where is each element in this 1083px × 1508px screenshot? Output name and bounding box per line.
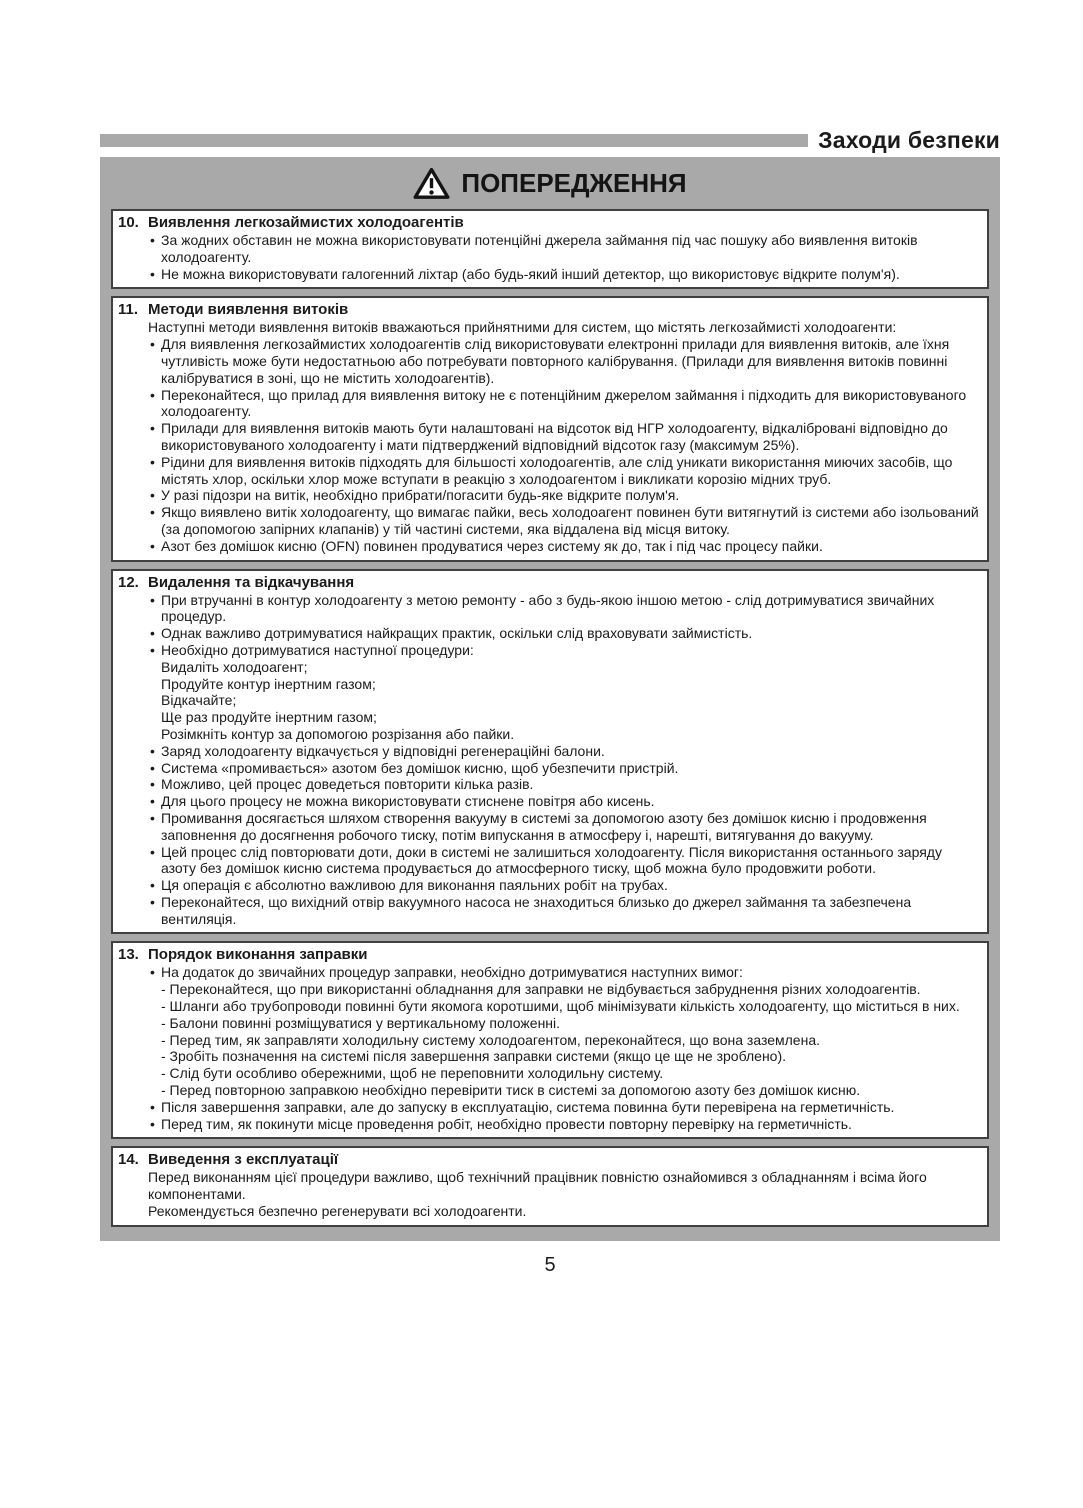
section-box bbox=[111, 296, 989, 561]
section-box bbox=[111, 941, 989, 1139]
section-number: 10. bbox=[118, 214, 139, 231]
section-heading bbox=[118, 946, 979, 964]
paragraph-bullet: • На додаток до звичайних процедур заправки, необхідно дотримуватися наступних вимог: bbox=[148, 964, 979, 981]
paragraph-dash: - Балони повинні розміщуватися у вертикальному положенні. bbox=[161, 1014, 561, 1031]
paragraph-bullet: • Не можна використовувати галогенний ліхтар (або будь-який інший детектор, що використовує відкрите полум'я). bbox=[148, 266, 979, 283]
section-body bbox=[148, 1169, 979, 1219]
paragraph-bullet: • За жодних обставин не можна використовувати потенційні джерела займання під час пошуку або виявлення витоків холодоагенту. bbox=[148, 232, 979, 266]
paragraph-bullet: • Переконайтеся, що вихідний отвір вакуумного насоса не знаходиться близько до джерел займання та забезпечена вентиляція. bbox=[148, 894, 979, 928]
paragraph-text: Наступні методи виявлення витоків вважаються прийнятними для систем, що містять легкозаймисті холодоагенти: bbox=[148, 319, 897, 336]
section-body bbox=[148, 592, 979, 928]
paragraph-bullet: • Рідини для виявлення витоків підходять для більшості холодоагентів, але слід уникати використання миючих засобів, що містять хлор, оскільки хлор може вступати в реакцію з холодоагентом і викликати корозію мідних труб. bbox=[148, 454, 979, 488]
section-heading bbox=[118, 574, 979, 592]
page-header bbox=[100, 128, 1000, 152]
section-title: Методи виявлення витоків bbox=[148, 301, 349, 319]
paragraph-dash: - Слід бути особливо обережними, щоб не переповнити холодильну систему. bbox=[161, 1065, 664, 1082]
paragraph-bullet: • Однак важливо дотримуватися найкращих практик, оскільки слід враховувати займистість. bbox=[148, 625, 979, 642]
section-title: Виведення з експлуатації bbox=[148, 1151, 339, 1169]
section-body bbox=[148, 964, 979, 1132]
paragraph-bullet: • Система «промивається» азотом без домішок кисню, щоб убезпечити пристрій. bbox=[148, 760, 979, 777]
section-box bbox=[111, 209, 989, 289]
sections-list bbox=[100, 209, 1000, 1227]
section-box bbox=[111, 1146, 989, 1226]
section-number: 14. bbox=[118, 1151, 139, 1169]
section-heading bbox=[118, 1151, 979, 1169]
paragraph-text: Перед виконанням цієї процедури важливо, щоб технічний працівник повністю ознайомився з обладнанням і всіма його компонентами. bbox=[148, 1169, 927, 1203]
paragraph-bullet: • Промивання досягається шляхом створення вакууму в системі за допомогою азоту без домішок кисню і продовження заповнення до досягнення робочого тиску, потім випускання в атмосферу і, нарешті, витягування до вакууму. bbox=[148, 810, 979, 844]
section-number: 13. bbox=[118, 946, 139, 964]
paragraph-dash: - Переконайтеся, що при використанні обладнання для заправки не відбувається забруднення різних холодоагентів. bbox=[161, 981, 921, 998]
paragraph-bullet: • Для цього процесу не можна використовувати стиснене повітря або кисень. bbox=[148, 793, 979, 810]
warning-panel bbox=[100, 157, 1000, 1241]
paragraph-step: Продуйте контур інертним газом; bbox=[161, 675, 376, 692]
section-heading bbox=[118, 214, 979, 232]
section-title: Виявлення легкозаймистих холодоагентів bbox=[148, 214, 464, 231]
page-number: 5 bbox=[544, 1253, 556, 1276]
section-body bbox=[148, 319, 979, 554]
paragraph-bullet: • Азот без домішок кисню (OFN) повинен продуватися через систему як до, так і під час процесу пайки. bbox=[148, 538, 979, 555]
warning-triangle-icon bbox=[413, 167, 450, 200]
paragraph-bullet: • Заряд холодоагенту відкачується у відповідні регенераційні балони. bbox=[148, 743, 979, 760]
paragraph-bullet: • При втручанні в контур холодоагенту з метою ремонту - або з будь-якою іншою метою - слід дотримуватися звичайних процедур. bbox=[148, 592, 979, 626]
section-title: Видалення та відкачування bbox=[148, 573, 355, 591]
paragraph-bullet: • Після завершення заправки, але до запуску в експлуатацію, система повинна бути перевірена на герметичність. bbox=[148, 1099, 979, 1116]
paragraph-bullet: • Можливо, цей процес доведеться повторити кілька разів. bbox=[148, 776, 979, 793]
paragraph-step: Розімкніть контур за допомогою розрізання або пайки. bbox=[161, 725, 515, 742]
paragraph-dash: - Шланги або трубопроводи повинні бути якомога коротшими, щоб мінімізувати кількість холодоагенту, що міститься в них. bbox=[161, 998, 960, 1015]
section-box bbox=[111, 569, 989, 935]
section-number: 11. bbox=[118, 301, 139, 319]
page-title: Заходи безпеки bbox=[818, 126, 1000, 153]
paragraph-text: Рекомендується безпечно регенерувати всі холодоагенти. bbox=[148, 1203, 527, 1220]
warning-banner-label: ПОПЕРЕДЖЕННЯ bbox=[461, 167, 687, 198]
paragraph-bullet: • У разі підозри на витік, необхідно прибрати/погасити будь-яке відкрите полум'я. bbox=[148, 487, 979, 504]
paragraph-bullet: • Прилади для виявлення витоків мають бути налаштовані на відсоток від НГР холодоагенту, відкалібровані відповідно до використовуваного холодоагенту і мати підтверджений відповідний відсоток газу (максимум 25%). bbox=[148, 420, 979, 454]
paragraph-bullet: • Переконайтеся, що прилад для виявлення витоку не є потенційним джерелом займання і підходить для використовуваного холодоагенту. bbox=[148, 387, 979, 421]
paragraph-bullet: • Якщо виявлено витік холодоагенту, що вимагає пайки, весь холодоагент повинен бути витягнутий із системи або ізольований (за допомогою запірних клапанів) у тій частині системи, яка віддалена від місця витоку. bbox=[148, 504, 979, 538]
paragraph-bullet: • Необхідно дотримуватися наступної процедури: bbox=[148, 642, 979, 659]
paragraph-bullet: • Для виявлення легкозаймистих холодоагентів слід використовувати електронні прилади для виявлення витоків, але їхня чутливість може бути недостатньою або потребувати повторного калібрування. (Прилади для виявлення витоків повинні калібруватися в зоні, що не містить холодоагентів). bbox=[148, 336, 979, 386]
paragraph-step: Видаліть холодоагент; bbox=[161, 658, 308, 675]
paragraph-dash: - Перед тим, як заправляти холодильну систему холодоагентом, переконайтеся, що вона заземлена. bbox=[161, 1031, 821, 1048]
paragraph-bullet: • Цей процес слід повторювати доти, доки в системі не залишиться холодоагенту. Після використання останнього заряду азоту без домішок кисню система продувається до атмосферного тиску, щоб можна було продовжити роботи. bbox=[148, 844, 979, 878]
page-content bbox=[100, 0, 1000, 1277]
paragraph-bullet: • Перед тим, як покинути місце проведення робіт, необхідно провести повторну перевірку на герметичність. bbox=[148, 1116, 979, 1133]
paragraph-dash: - Перед повторною заправкою необхідно перевірити тиск в системі за допомогою азоту без домішок кисню. bbox=[161, 1082, 861, 1099]
paragraph-step: Відкачайте; bbox=[161, 692, 237, 709]
paragraph-step: Ще раз продуйте інертним газом; bbox=[161, 709, 377, 726]
paragraph-bullet: • Ця операція є абсолютно важливою для виконання паяльних робіт на трубах. bbox=[148, 877, 979, 894]
warning-banner bbox=[100, 157, 1000, 209]
paragraph-dash: - Зробіть позначення на системі після завершення заправки системи (якщо це ще не зроблено). bbox=[161, 1048, 787, 1065]
section-heading bbox=[118, 301, 979, 319]
header-accent-bar bbox=[100, 134, 808, 147]
section-number: 12. bbox=[118, 573, 139, 591]
section-body bbox=[148, 232, 979, 282]
section-title: Порядок виконання заправки bbox=[148, 946, 368, 964]
